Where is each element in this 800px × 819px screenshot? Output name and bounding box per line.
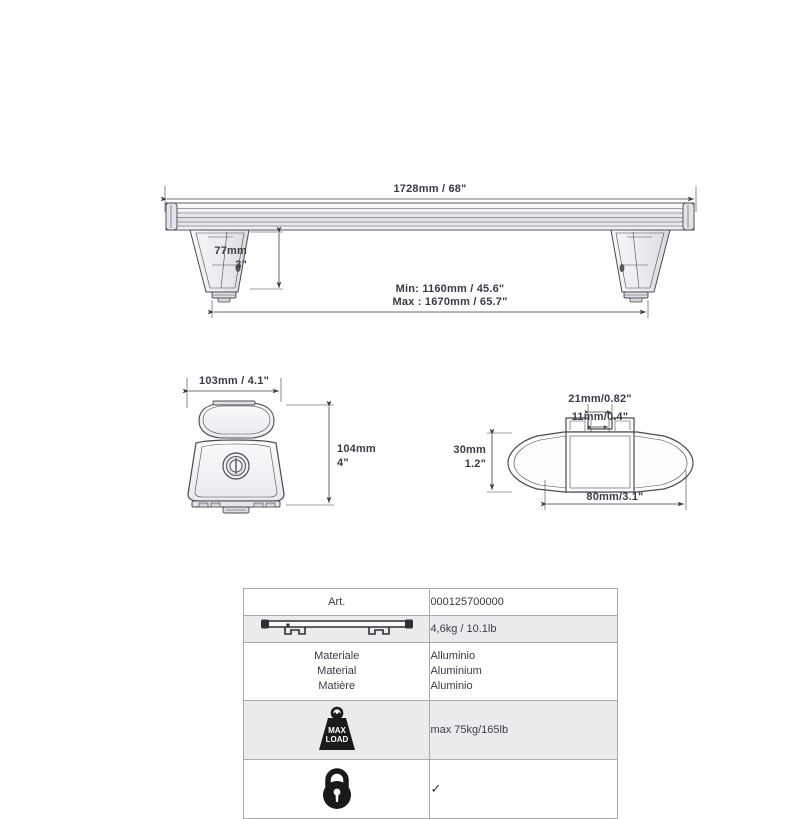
side-height-label-in: 4" [337,457,349,469]
specification-table [243,588,618,819]
lock-value-cell [430,759,618,818]
right-mounting-foot [611,230,670,302]
spread-max-label: Max : 1670mm / 65.7" [392,296,508,308]
max-load-value-cell [430,700,618,759]
max-load-icon-cell [244,700,430,759]
table-row-material [244,643,618,701]
lock-value: ✓ [430,780,442,796]
max-load-value: max 75kg/165lb [430,723,509,736]
material-label-fr: Matière [318,679,356,692]
max-load-icon-text-top: MAX [327,725,346,735]
foot-height-label-in: 3" [235,259,247,271]
material-label-it: Materiale [314,650,360,662]
overall-length-label: 1728mm / 68" [393,183,467,195]
max-load-weight-icon [309,706,365,754]
padlock-icon [315,765,359,813]
article-label-cell [244,589,430,616]
cross-section-profile [453,393,693,510]
material-value-en: Aluminium [430,664,482,677]
roof-bar-profile-top-view [166,203,694,230]
material-value-cell [430,643,618,701]
side-height-label-mm: 104mm [337,443,376,455]
profile-width-label: 80mm/3.1" [586,491,644,503]
material-value-it: Alluminio [430,650,476,662]
foot-spread-dimension [212,283,648,318]
material-label-cell [244,643,430,701]
table-row-article [244,589,618,616]
weight-value: 4,6kg / 10.1lb [430,623,497,635]
profile-height-label-mm: 30mm [453,444,486,456]
table-row-lock [244,759,618,818]
article-value: 000125700000 [430,596,504,608]
profile-height-label-in: 1.2" [464,458,486,470]
material-value-fr: Aluminio [430,679,473,692]
slot-inner-label: 11mm/0.4" [571,411,629,423]
article-label: Art. [328,596,346,608]
side-view-body [188,401,284,513]
table-row-weight [244,616,618,643]
padlock-icon-cell [244,759,430,818]
weight-value-cell [430,616,618,643]
slot-outer-label: 21mm/0.82" [568,393,632,405]
article-value-cell [430,589,618,616]
material-label-en: Material [317,664,357,677]
side-width-label: 103mm / 4.1" [199,375,269,387]
spread-min-label: Min: 1160mm / 45.6" [395,283,505,295]
foot-height-label-mm: 77mm [214,245,247,257]
bar-profile-icon [257,616,417,642]
bar-profile-icon-cell [244,616,430,643]
side-view-height-dimension [286,405,376,505]
table-row-max-load [244,700,618,759]
max-load-icon-text-bottom: LOAD [325,734,349,744]
